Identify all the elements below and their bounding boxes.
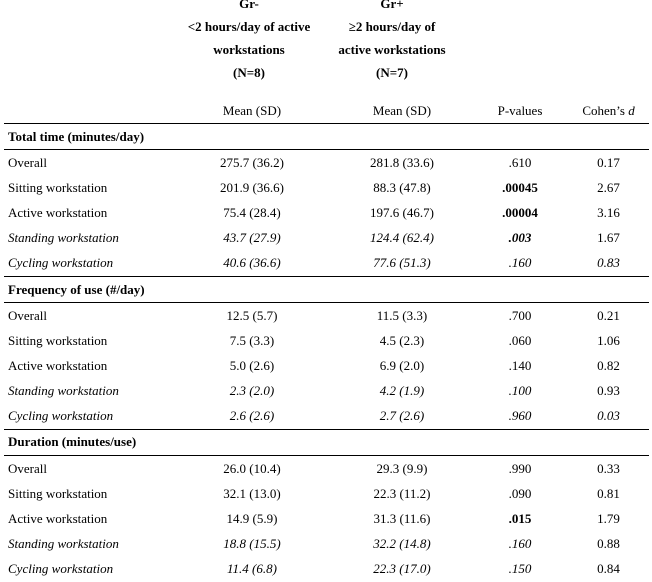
table-row — [4, 303, 649, 329]
gr-plus-value: 11.5 (3.3) — [376, 307, 428, 323]
cohens-d-value: 1.79 — [597, 510, 620, 526]
gr-minus-value: 201.9 (36.6) — [220, 179, 284, 195]
p-value: .610 — [508, 154, 532, 170]
table-row — [4, 175, 649, 200]
mean-sd-header-gr-plus: Mean (SD) — [332, 98, 472, 124]
gr-minus-value: 11.4 (6.8) — [227, 561, 277, 577]
gr-minus-value: 14.9 (5.9) — [226, 510, 278, 526]
row-label: Standing workstation — [8, 383, 119, 399]
row-label: Overall — [8, 460, 47, 476]
row-label: Active workstation — [8, 510, 108, 526]
gr-minus-value: 40.6 (36.6) — [223, 255, 281, 271]
gr-minus-value: 75.4 (28.4) — [223, 205, 281, 221]
section-header-duration — [4, 429, 649, 455]
group-minus-n: (N=8) — [233, 65, 265, 80]
p-values-header: P-values — [472, 98, 568, 124]
gr-plus-value: 29.3 (9.9) — [376, 460, 428, 476]
gr-plus-value: 2.7 (2.6) — [379, 408, 425, 424]
cohens-d-value: 0.21 — [597, 307, 620, 323]
cohens-d-value: 2.67 — [597, 179, 620, 195]
row-label: Cycling workstation — [8, 408, 114, 424]
gr-plus-value: 32.2 (14.8) — [373, 535, 431, 551]
gr-plus-value: 6.9 (2.0) — [379, 357, 425, 373]
p-value: .700 — [508, 307, 532, 323]
section-header-frequency — [4, 276, 649, 302]
table-row — [4, 353, 649, 378]
gr-minus-value: 32.1 (13.0) — [223, 485, 281, 501]
table-row — [4, 150, 649, 176]
group-minus-criterion-cont: workstations — [213, 42, 285, 57]
table-row — [4, 481, 649, 506]
p-value: .990 — [508, 460, 532, 476]
p-value: .00004 — [502, 205, 538, 221]
gr-minus-value: 26.0 (10.4) — [223, 460, 281, 476]
gr-minus-value: 12.5 (5.7) — [226, 307, 278, 323]
table-row — [4, 506, 649, 531]
table-row — [4, 379, 649, 404]
p-value: .140 — [508, 357, 532, 373]
p-value: .060 — [508, 332, 532, 348]
group-plus-criterion-cont: active workstations — [338, 42, 446, 57]
table-row — [4, 557, 649, 582]
label-column-header — [4, 98, 172, 124]
cohens-d-value: 0.83 — [597, 255, 620, 271]
section-title: Frequency of use (#/day) — [4, 276, 649, 302]
cohens-d-value: 0.03 — [597, 408, 620, 424]
row-label: Cycling workstation — [8, 561, 114, 577]
group-minus-criterion: <2 hours/day of active — [187, 19, 311, 34]
p-value: .003 — [508, 230, 532, 246]
gr-minus-value: 43.7 (27.9) — [223, 230, 281, 246]
group-plus-criterion: ≥2 hours/day of — [348, 19, 436, 34]
cohens-d-value: 0.88 — [597, 535, 620, 551]
gr-minus-value: 18.8 (15.5) — [223, 535, 281, 551]
group-minus-name: Gr- — [239, 0, 259, 11]
section-header-total-time — [4, 124, 649, 150]
table-row — [4, 251, 649, 277]
p-value: .090 — [508, 485, 532, 501]
cohens-d-header: Cohen’s d — [568, 98, 649, 124]
cohens-d-value: 0.33 — [597, 460, 620, 476]
table-row — [4, 455, 649, 481]
gr-plus-value: 77.6 (51.3) — [373, 255, 431, 271]
group-plus-n: (N=7) — [376, 65, 408, 80]
cohens-d-value: 0.93 — [597, 383, 620, 399]
cohens-d-value: 0.81 — [597, 485, 620, 501]
table-row — [4, 404, 649, 430]
row-label: Cycling workstation — [8, 255, 114, 271]
gr-plus-value: 88.3 (47.8) — [373, 179, 431, 195]
cohens-d-value: 1.67 — [597, 230, 620, 246]
gr-minus-value: 2.6 (2.6) — [229, 408, 275, 424]
p-value: .00045 — [502, 179, 538, 195]
p-value: .100 — [508, 383, 532, 399]
cohens-d-value: 0.17 — [597, 154, 620, 170]
results-table — [4, 98, 649, 582]
p-value: .960 — [508, 408, 532, 424]
gr-minus-value: 7.5 (3.3) — [229, 332, 275, 348]
table-row — [4, 201, 649, 226]
gr-plus-value: 281.8 (33.6) — [370, 154, 434, 170]
group-minus-header — [168, 0, 330, 84]
column-header-row — [4, 98, 649, 124]
p-value: .015 — [508, 510, 532, 526]
row-label: Overall — [8, 154, 47, 170]
table-row — [4, 328, 649, 353]
row-label: Overall — [8, 307, 47, 323]
row-label: Sitting workstation — [8, 332, 108, 348]
gr-plus-value: 4.2 (1.9) — [379, 383, 425, 399]
row-label: Active workstation — [8, 205, 108, 221]
section-title: Duration (minutes/use) — [4, 429, 649, 455]
gr-plus-value: 124.4 (62.4) — [370, 230, 434, 246]
row-label: Active workstation — [8, 357, 108, 373]
p-value: .160 — [508, 535, 532, 551]
gr-minus-value: 5.0 (2.6) — [229, 357, 275, 373]
gr-plus-value: 22.3 (17.0) — [373, 561, 431, 577]
row-label: Sitting workstation — [8, 179, 108, 195]
gr-minus-value: 2.3 (2.0) — [229, 383, 275, 399]
table-row — [4, 531, 649, 556]
row-label: Standing workstation — [8, 535, 119, 551]
cohens-d-value: 1.06 — [597, 332, 620, 348]
gr-plus-value: 31.3 (11.6) — [373, 510, 431, 526]
gr-plus-value: 197.6 (46.7) — [370, 205, 434, 221]
p-value: .150 — [508, 561, 532, 577]
p-value: .160 — [508, 255, 532, 271]
group-plus-name: Gr+ — [380, 0, 404, 11]
table-row — [4, 226, 649, 251]
row-label: Standing workstation — [8, 230, 119, 246]
group-plus-header — [322, 0, 462, 84]
gr-minus-value: 275.7 (36.2) — [220, 154, 284, 170]
mean-sd-header-gr-minus: Mean (SD) — [172, 98, 332, 124]
row-label: Sitting workstation — [8, 485, 108, 501]
gr-plus-value: 4.5 (2.3) — [379, 332, 425, 348]
cohens-d-value: 3.16 — [597, 205, 620, 221]
cohens-d-value: 0.84 — [597, 561, 620, 577]
cohens-d-value: 0.82 — [597, 357, 620, 373]
gr-plus-value: 22.3 (11.2) — [373, 485, 431, 501]
section-title: Total time (minutes/day) — [4, 124, 649, 150]
